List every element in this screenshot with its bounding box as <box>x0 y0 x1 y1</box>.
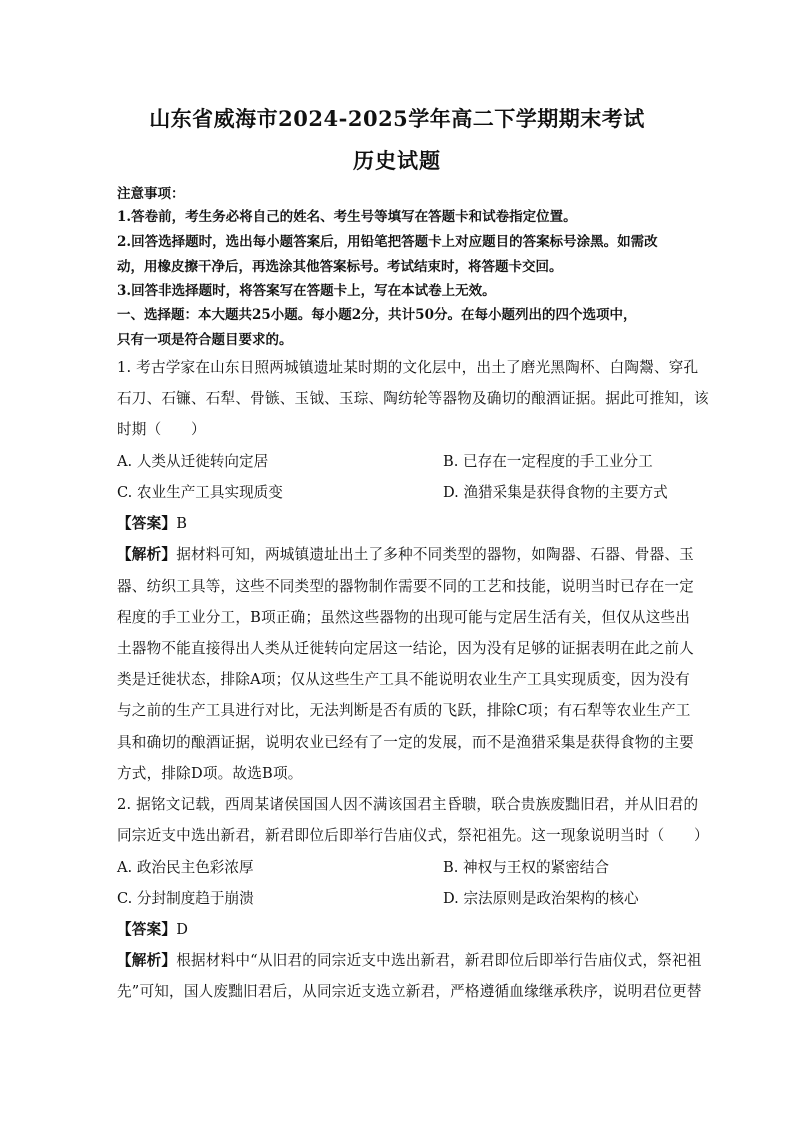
analysis-text: 根据材料中“从旧君的同宗近支中选出新君，新君即位后即举行告庙仪式，祭祀祖 <box>176 952 702 969</box>
exam-title: 山东省威海市2024-2025学年高二下学期期末考试 <box>149 106 645 131</box>
q2-option-a: A. 政治民主色彩浓厚 <box>117 859 254 876</box>
section-heading-cont: 只有一项是符合题目要求的。 <box>117 332 293 348</box>
notice-item: 2.回答选择题时，选出每小题答案后，用铅笔把答题卡上对应题目的答案标号涂黑。如需改 <box>117 234 658 250</box>
question-1-text: 1. 考古学家在山东日照两城镇遗址某时期的文化层中，出土了磨光黑陶杯、白陶鬶、穿孔 <box>117 359 699 376</box>
q1-analysis <box>117 545 694 565</box>
q2-option-c: C. 分封制度趋于崩溃 <box>117 890 254 907</box>
analysis-text: 具和确切的酿酒证据，说明农业已经有了一定的发展，而不是渔猎采集是获得食物的主要 <box>117 734 694 751</box>
notice-item: 3.回答非选择题时，将答案写在答题卡上，写在本试卷上无效。 <box>117 283 496 299</box>
q2-analysis <box>117 951 702 971</box>
q1-option-a: A. 人类从迁徙转向定居 <box>117 453 269 470</box>
q2-option-d: D. 宗法原则是政治架构的核心 <box>443 890 639 907</box>
analysis-text: 与之前的生产工具进行对比，无法判断是否有质的飞跃，排除C项；有石犁等农业生产工 <box>117 702 691 719</box>
subject-title: 历史试题 <box>353 148 441 173</box>
question-2-text: 同宗近支中选出新君，新君即位后即举行告庙仪式，祭祀祖先。这一现象说明当时（ ） <box>117 827 709 844</box>
analysis-label: 【解析】 <box>117 546 177 563</box>
notice-item: 1.答卷前，考生务必将自己的姓名、考生号等填写在答题卡和试卷指定位置。 <box>117 209 577 225</box>
q2-option-b: B. 神权与王权的紧密结合 <box>443 859 609 876</box>
answer-label: 【答案】 <box>117 515 177 532</box>
analysis-text: 器、纺织工具等，这些不同类型的器物制作需要不同的工艺和技能，说明当时已存在一定 <box>117 578 694 595</box>
q1-option-b: B. 已存在一定程度的手工业分工 <box>443 453 653 470</box>
section-heading: 一、选择题：本大题共25小题。每小题2分，共计50分。在每小题列出的四个选项中， <box>117 307 637 323</box>
analysis-label: 【解析】 <box>117 952 177 969</box>
analysis-text: 据材料可知，两城镇遗址出土了多种不同类型的器物，如陶器、石器、骨器、玉 <box>176 546 694 563</box>
answer-value: D <box>176 921 189 938</box>
analysis-text: 程度的手工业分工，B项正确；虽然这些器物的出现可能与定居生活有关，但仅从这些出 <box>117 609 691 626</box>
notice-heading: 注意事项： <box>117 186 185 202</box>
answer-value: B <box>176 515 188 532</box>
analysis-text: 方式，排除D项。故选B项。 <box>117 765 303 782</box>
analysis-text: 土器物不能直接得出人类从迁徙转向定居这一结论，因为没有足够的证据表明在此之前人 <box>117 640 694 657</box>
q1-option-d: D. 渔猎采集是获得食物的主要方式 <box>443 484 668 501</box>
q2-answer <box>117 920 687 940</box>
analysis-text: 类是迁徙状态，排除A项；仅从这些生产工具不能说明农业生产工具实现质变，因为没有 <box>117 671 690 688</box>
question-1-text: 石刀、石镰、石犁、骨镞、玉钺、玉琮、陶纺轮等器物及确切的酿酒证据。据此可推知，该 <box>117 390 709 407</box>
q1-option-c: C. 农业生产工具实现质变 <box>117 484 283 501</box>
question-2-text: 2. 据铭文记载，西周某诸侯国国人因不满该国君主昏聩，联合贵族废黜旧君，并从旧君的 <box>117 796 699 813</box>
question-1-text: 时期（ ） <box>117 421 206 438</box>
analysis-text: 先”可知，国人废黜旧君后，从同宗近支选立新君，严格遵循血缘继承秩序，说明君位更替 <box>117 983 702 1000</box>
notice-item: 动，用橡皮擦干净后，再选涂其他答案标号。考试结束时，将答题卡交回。 <box>117 259 563 275</box>
answer-label: 【答案】 <box>117 921 177 938</box>
q1-answer <box>117 514 687 534</box>
